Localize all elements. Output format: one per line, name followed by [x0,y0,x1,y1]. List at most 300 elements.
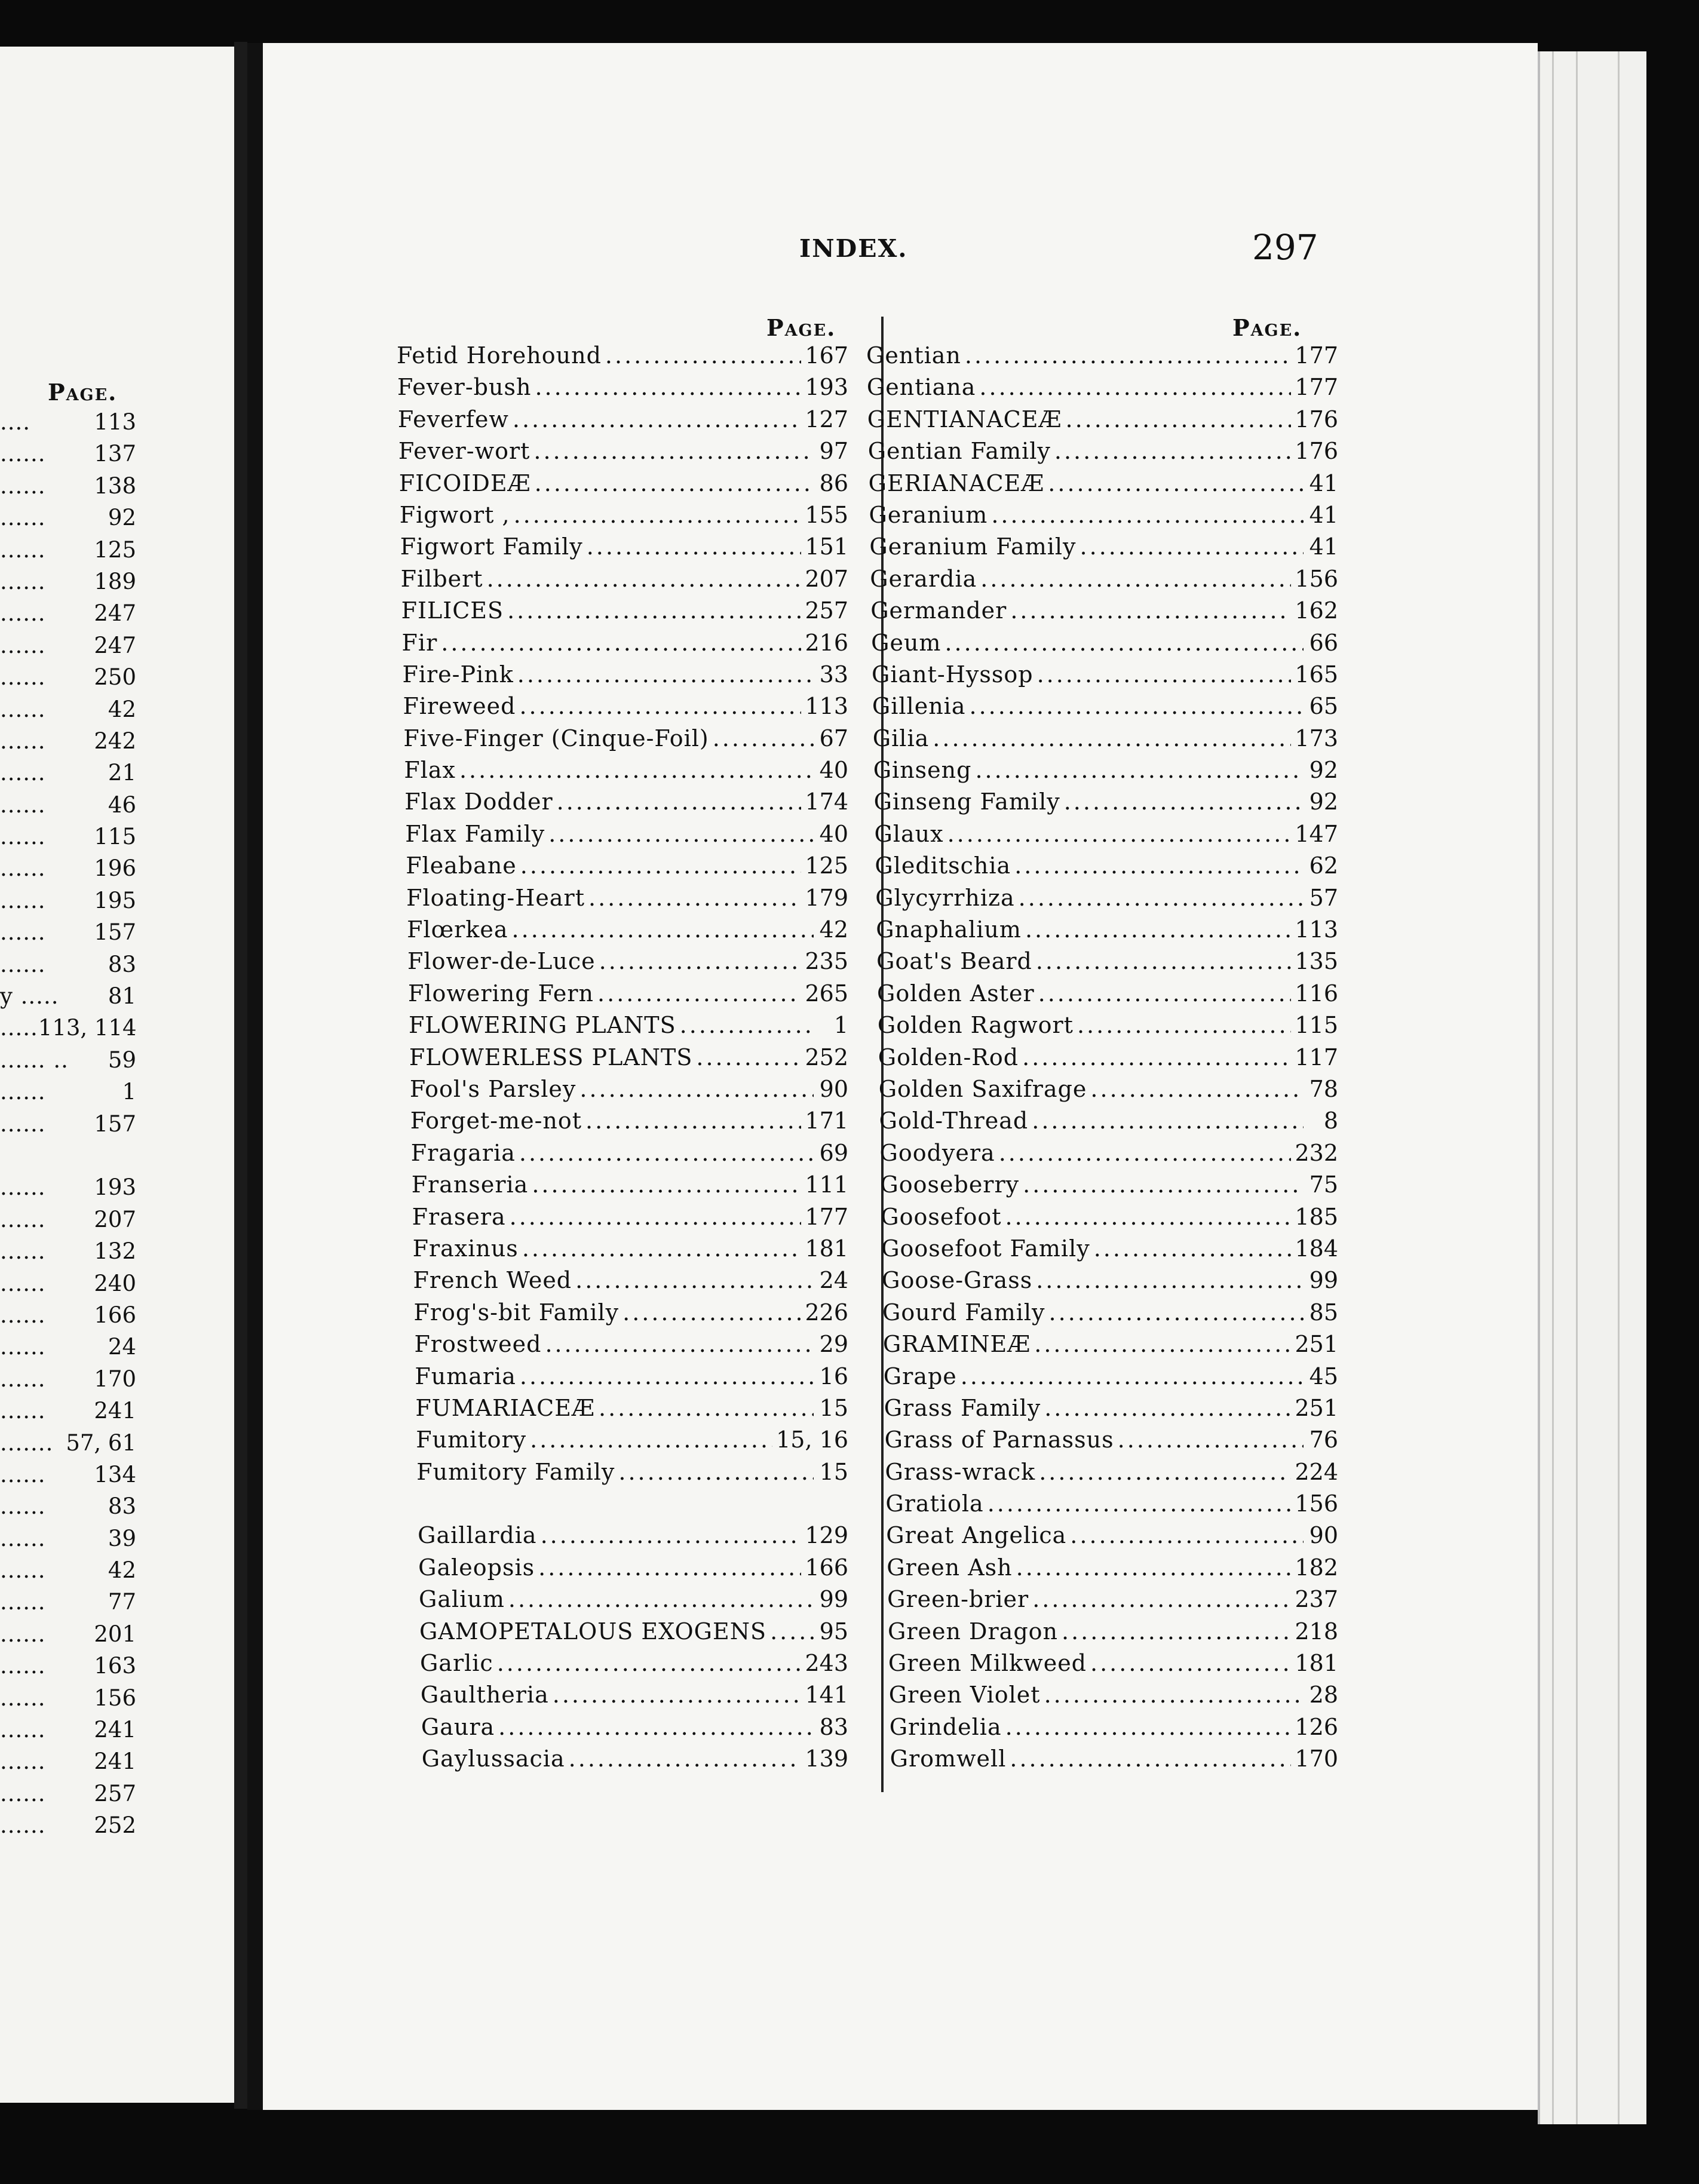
dot-leader [987,1490,1292,1517]
left-entry-page: 46 [108,792,136,818]
index-entry-term: Grape [883,1363,957,1389]
index-entry [882,1299,1338,1331]
index-entry-term: Gentian [866,342,961,369]
left-entry-page: 1 [122,1079,136,1105]
left-index-entry [0,1462,136,1493]
dot-leader [441,630,801,656]
left-entry-page: 134 [94,1461,136,1487]
index-entry-page: 92 [1309,789,1338,815]
index-entry-term: Gaillardia [418,1522,537,1549]
index-entry-page: 181 [805,1235,848,1262]
index-entry [419,1586,848,1618]
index-entry-page: 216 [805,629,848,656]
left-index-entry [0,1334,136,1366]
left-entry-leader: .... [0,409,31,435]
index-entry-term: GRAMINEÆ [882,1331,1031,1358]
index-entry-term: Golden Saxifrage [878,1075,1087,1102]
index-entry-page: 69 [819,1139,848,1166]
dot-leader [1032,1108,1304,1134]
index-entry-page: 177 [1295,342,1338,369]
dot-leader [1048,470,1304,496]
index-entry-page: 65 [1309,693,1338,720]
dot-leader [1036,948,1292,974]
left-entry-leader: ...... [0,1111,46,1137]
index-entry-page: 135 [1295,948,1338,975]
index-entry [414,1331,848,1363]
index-entry-term: Golden Ragwort [877,1012,1074,1039]
index-entry-term: Fleabane [406,852,517,879]
index-entry-page: 129 [805,1522,848,1549]
index-entry-term: Fever-bush [397,374,532,401]
left-index-entry [0,760,136,792]
left-entry-leader: ...... [0,664,46,691]
index-entry [411,1140,848,1171]
index-entry-term: Fir [401,629,438,656]
left-entry-leader: ...... [0,1461,46,1487]
left-entry-leader: ...... [0,1238,46,1265]
index-entry [404,789,848,820]
left-index-entry [0,1398,136,1430]
index-entry-page: 177 [1295,374,1338,401]
index-entry-page: 86 [819,470,848,496]
index-entry-page: 235 [805,948,848,975]
left-entry-leader: ...... [0,1525,46,1551]
index-entry [884,1363,1338,1395]
index-entry-term: Green-brier [887,1586,1029,1613]
index-entry-page: 75 [1309,1171,1338,1198]
index-entry [400,502,848,533]
index-entry-page: 113 [805,693,848,720]
index-entry [869,470,1338,502]
index-entry-term: Floating-Heart [406,884,585,911]
dot-leader [1034,1331,1291,1357]
left-entry-leader: ...... [0,760,46,786]
dot-leader [713,725,814,751]
left-entry-page: 77 [108,1589,136,1615]
index-entry [884,1395,1338,1427]
index-entry-page: 76 [1309,1427,1338,1453]
index-entry [889,1682,1338,1713]
index-entry [415,1395,848,1427]
left-entry-leader: ...... [0,728,46,754]
left-entry-page: 240 [94,1270,136,1296]
left-entry-leader: ...... [0,1174,46,1201]
dot-leader [487,566,802,592]
index-entry [418,1554,848,1586]
index-entry-page: 1 [833,1012,848,1039]
index-entry-term: Green Milkweed [888,1650,1087,1677]
index-entry-term: FICOIDEÆ [398,470,531,496]
index-entry-term: Geranium Family [869,533,1077,560]
left-entry-page: 201 [94,1621,136,1647]
index-entry-page: 257 [805,597,848,624]
index-entry-page: 174 [805,789,848,815]
index-entry-term: Gilia [872,725,930,751]
index-entry [868,438,1338,470]
dot-leader [510,1204,802,1230]
index-entry-page: 251 [1295,1394,1338,1421]
index-entry-term: Germander [870,597,1007,624]
left-index-entry [0,1302,136,1334]
dot-leader [696,1044,801,1070]
dot-leader [498,1714,814,1740]
index-entry [888,1618,1338,1650]
index-entry-term: Flax Family [405,820,545,847]
index-entry-term: Frostweed [414,1331,542,1358]
dot-leader [770,1618,814,1645]
index-entry [416,1459,848,1490]
index-entry [879,1108,1338,1139]
index-entry [873,757,1338,789]
index-entry-page: 16 [819,1363,848,1389]
index-entry-page: 139 [805,1746,848,1772]
left-index-entry [0,537,136,569]
left-entry-leader: ...... [0,632,46,658]
index-entry-term: French Weed [413,1267,572,1294]
index-entry-term: Gentian Family [867,438,1051,465]
index-entry-term: GENTIANACEÆ [867,406,1062,432]
left-index-entry [0,505,136,536]
left-entry-page: 83 [108,951,136,977]
index-entry [890,1746,1338,1777]
index-entry [888,1650,1338,1682]
index-entry-page: 57 [1309,884,1338,911]
index-entry-page: 141 [805,1682,848,1708]
index-entry [875,821,1339,852]
dot-leader [980,566,1291,592]
index-entry-page: 166 [805,1554,848,1581]
index-entry-term: Gnaphalium [876,916,1022,943]
dot-leader [1065,406,1291,432]
left-entry-leader: ...... [0,1493,46,1520]
left-entry-page: 189 [94,568,136,594]
index-entry-page: 165 [1295,661,1338,688]
index-entry [404,757,848,789]
dot-leader [557,789,802,815]
left-index-entry [0,600,136,632]
index-entry [397,342,848,374]
running-head-title: INDEX. [799,234,908,263]
dot-leader [522,1235,802,1262]
left-entry-leader: ...... .. [0,1047,69,1073]
left-entry-page: 193 [94,1174,136,1201]
left-entry-leader: ...... [0,1302,46,1328]
dot-leader [979,374,1291,400]
index-entry-term: Ginseng Family [873,789,1060,815]
left-entry-page: 157 [94,1111,136,1137]
index-entry-term: Fragaria [410,1139,516,1166]
index-entry-page: 40 [819,820,848,847]
index-entry [866,342,1338,374]
index-entry-page: 162 [1295,597,1338,624]
left-entry-page: 241 [94,1749,136,1775]
index-entry [414,1299,849,1331]
left-entry-leader: ...... [0,1780,46,1806]
left-entry-leader: ...... [0,1334,46,1360]
index-entry [416,1427,848,1458]
dot-leader [588,885,801,911]
dot-leader [1037,661,1292,688]
dot-leader [535,374,801,400]
index-entry-page: 226 [805,1299,848,1326]
index-entry-term: Fire-Pink [402,661,514,688]
index-entry-page: 85 [1309,1299,1338,1326]
index-entry-term: Franseria [411,1171,529,1198]
index-entry [885,1490,1338,1522]
index-entry-term: Green Dragon [888,1618,1059,1645]
dot-leader [1062,1618,1291,1645]
dot-leader [1036,1267,1304,1293]
left-index-entry [0,664,136,696]
index-entry-term: Gaura [421,1713,495,1740]
index-entry [875,885,1338,916]
dot-leader [680,1012,814,1038]
index-entry [872,693,1338,725]
left-entry-page: 241 [94,1398,136,1424]
index-entry [417,1490,848,1522]
index-entry-term: Grass-wrack [885,1458,1036,1485]
dot-leader [965,342,1292,369]
dot-leader [1054,438,1292,464]
index-entry-term: Galium [419,1586,505,1613]
index-entry [413,1235,848,1267]
index-entry-page: 126 [1295,1713,1338,1740]
index-entry-term: Frog's-bit Family [413,1299,620,1326]
left-entry-leader: ...... [0,1366,46,1392]
left-index-entry [0,1557,136,1589]
dot-leader [1032,1586,1291,1612]
index-entry-term: Filbert [400,565,483,592]
left-index-entry [0,888,136,919]
index-entry-term: Geum [871,629,941,656]
left-entry-page: 170 [94,1366,136,1392]
index-entry-page: 179 [805,884,848,911]
left-index-entry [0,633,136,664]
left-entry-page: 166 [94,1302,136,1328]
left-entry-leader: ...... [0,696,46,722]
index-entry [410,1108,848,1139]
index-entry-page: 207 [805,565,848,592]
dot-leader [519,693,801,719]
index-entry [881,1204,1338,1235]
column-label-left: Page. [766,314,836,341]
dot-leader [532,1171,801,1198]
index-entry-page: 115 [1295,1012,1338,1039]
index-entry-page: 111 [805,1171,848,1198]
left-index-entry [0,1493,136,1525]
left-index-entry [0,1621,136,1653]
index-entry [407,948,848,980]
index-entry-term: Grass Family [884,1394,1041,1421]
dot-leader [579,1076,814,1102]
left-entry-page: 156 [94,1685,136,1711]
index-entry-term: Figwort Family [400,533,583,560]
index-entry-page: 41 [1309,470,1338,496]
index-entry-page: 156 [1295,565,1338,592]
index-entry [883,1331,1338,1363]
index-entry-page: 29 [819,1331,848,1358]
index-entry-page: 125 [805,852,848,879]
index-entry [405,821,848,852]
index-entry [410,1076,848,1108]
dot-leader [605,342,802,369]
index-entry-term: Gleditschia [875,852,1011,879]
left-entry-page: 163 [94,1653,136,1679]
dot-leader [975,757,1304,783]
left-entry-page: 241 [94,1717,136,1743]
index-entry-page: 224 [1295,1458,1338,1485]
index-entry-term: FUMARIACEÆ [415,1394,596,1421]
index-entry-page: 218 [1295,1618,1338,1645]
index-entry-term: Golden-Rod [878,1044,1019,1070]
left-entry-leader: ...... [0,1398,46,1424]
index-entry-term: Flœrkea [407,916,508,943]
left-entry-page: 257 [94,1780,136,1806]
index-entry-page: 117 [1295,1044,1338,1070]
dot-leader [1005,1204,1292,1230]
dot-leader [1019,885,1304,911]
index-entry-page: 90 [1309,1522,1338,1549]
left-entry-page: 92 [108,505,136,531]
left-entry-leader: ...... [0,536,46,563]
dot-leader [1090,1076,1304,1102]
index-entry-term: Green Violet [888,1682,1041,1708]
dot-leader [1025,916,1292,943]
left-entry-leader: ...... [0,1270,46,1296]
index-entry [412,1204,848,1235]
left-entry-leader: ...... [0,1685,46,1711]
index-entry-term: Flower-de-Luce [407,948,596,975]
index-entry [885,1459,1339,1490]
index-entry-page: 8 [1323,1108,1338,1134]
index-column-g [866,342,1338,1778]
index-entry-page: 182 [1295,1554,1338,1581]
left-entry-page: 59 [108,1047,136,1073]
dot-leader [1044,1395,1291,1421]
index-entry [870,597,1338,629]
left-entry-page: 242 [94,728,136,754]
dot-leader [1016,1554,1292,1581]
dot-leader [545,1331,814,1357]
index-entry [876,916,1338,948]
left-index-entry [0,919,136,951]
left-index-entry [0,952,136,983]
index-entry-page: 156 [1295,1490,1338,1517]
left-entry-leader: ...... [0,1653,46,1679]
index-entry-page: 155 [805,501,848,528]
index-entry [879,1076,1338,1108]
index-entry-page: 99 [819,1586,848,1613]
left-index-entry [0,473,136,505]
index-entry-term: Figwort , [399,501,510,528]
index-entry-term: Fireweed [403,693,516,720]
index-entry-page: 181 [1295,1650,1338,1677]
index-entry-page: 40 [819,757,848,784]
left-index-entry [0,1430,136,1462]
left-index-entry [0,1526,136,1557]
index-entry [882,1267,1338,1299]
left-entry-page: 21 [108,760,136,786]
dot-leader [1039,1459,1291,1485]
dot-leader [497,1650,802,1676]
dot-leader [1094,1235,1292,1262]
left-entry-leader: ....... [0,1430,54,1456]
left-index-entry [0,1047,136,1079]
index-entry [415,1363,848,1395]
left-entry-leader: ...... [0,792,46,818]
index-entry [869,533,1338,565]
index-entry [397,374,848,406]
index-entry [867,374,1338,406]
index-entry-page: 252 [805,1044,848,1070]
index-entry [408,980,848,1012]
left-entry-leader: ...... [0,1206,46,1232]
index-column-f-g [397,342,848,1778]
index-entry-page: 78 [1309,1075,1338,1102]
index-entry-term: Goose-Grass [882,1267,1033,1294]
left-index-entry [0,1111,136,1143]
left-column-label: Page. [48,379,118,406]
index-entry-term: GERIANACEÆ [868,470,1045,496]
index-entry-term: Forget-me-not [410,1108,582,1134]
left-index-entry [0,1653,136,1685]
index-entry-page: 99 [1309,1267,1338,1294]
left-index-entry [0,1812,136,1844]
index-entry-page: 184 [1295,1235,1338,1262]
index-entry-term: Goosefoot [881,1203,1002,1230]
left-index-entry [0,1685,136,1717]
index-entry [406,852,848,884]
index-entry [874,789,1338,820]
index-entry [401,597,848,629]
index-entry-term: Grindelia [889,1713,1002,1740]
left-index-entry [0,1207,136,1238]
dot-leader [969,693,1304,719]
index-entry-page: 66 [1309,629,1338,656]
dot-leader [961,1363,1304,1389]
index-entry-term: Fraxinus [412,1235,519,1262]
left-entry-page: 113, 114 [38,1015,137,1041]
index-entry-page: 243 [805,1650,848,1677]
dot-leader [622,1299,801,1326]
index-entry-term: FILICES [401,597,504,624]
dot-leader [512,916,814,943]
index-entry-page: 15, 16 [776,1427,848,1453]
index-entry-term: Flax [404,757,456,784]
left-entry-page: 252 [94,1812,136,1839]
index-entry-term: Garlic [419,1650,493,1677]
index-entry [420,1650,848,1682]
left-index-entry [0,697,136,728]
index-entry-term: GAMOPETALOUS EXOGENS [419,1618,767,1645]
index-entry [403,693,848,725]
left-entry-page: 138 [94,473,136,499]
dot-leader [991,502,1304,528]
index-entry-term: Glycyrrhiza [875,884,1015,911]
left-entry-page: 42 [108,1557,136,1584]
dot-leader [1070,1522,1304,1548]
index-entry-term: Gratiola [885,1490,984,1517]
left-entry-page: 250 [94,664,136,691]
index-entry-page: 62 [1309,852,1338,879]
index-entry-page: 171 [805,1108,848,1134]
index-entry-page: 265 [805,980,848,1007]
dot-leader [1049,1299,1304,1326]
left-entry-leader: ...... [0,505,46,531]
left-entry-page: 247 [94,600,136,627]
index-entry-page: 15 [819,1458,848,1485]
index-entry-page: 185 [1295,1203,1338,1230]
